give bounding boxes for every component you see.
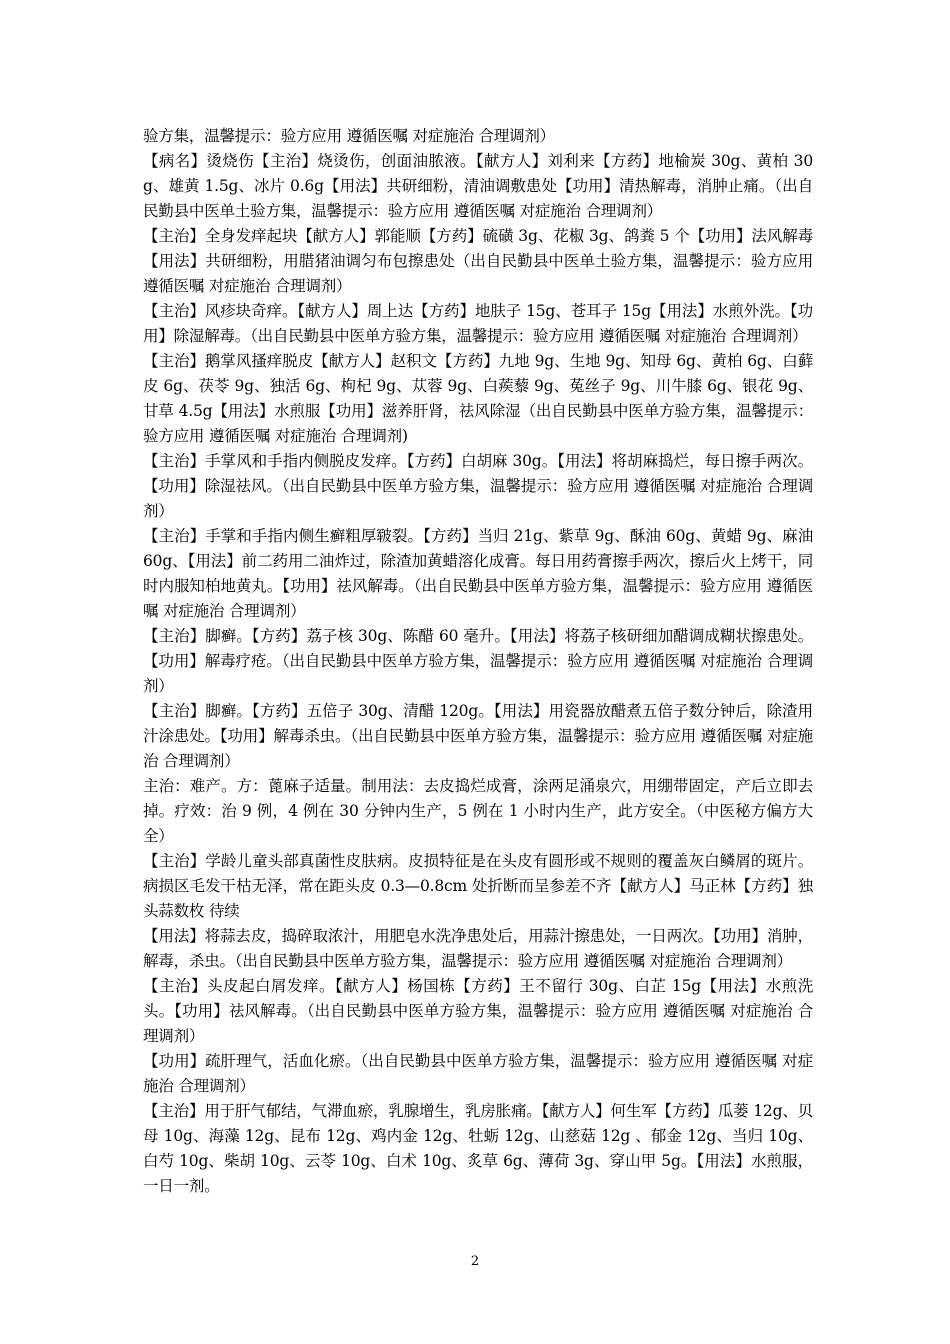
paragraph-1: 验方集，温馨提示：验方应用 遵循医嘱 对症施治 合理调剂） bbox=[143, 127, 555, 145]
paragraph-13: 【主治】头皮起白屑发痒。【献方人】杨国栋【方药】王不留行 30g、白芷 15g【用法】水煎洗头。【功用】祛风解毒。（出自民勤县中医单方验方集，温馨提示：验方应用 遵循医嘱 对症施治 合理调剂） bbox=[143, 977, 813, 1045]
paragraph-9: 【主治】脚癣。【方药】五倍子 30g、清醋 120g。【用法】用瓷器放醋煮五倍子数分钟后，除渣用汁涂患处。【功用】解毒杀虫。（出自民勤县中医单方验方集，温馨提示：验方应用 遵循医嘱 对症施治 合理调剂） bbox=[143, 702, 813, 770]
paragraph-2: 【病名】烫烧伤【主治】烧烫伤，创面油脓液。【献方人】刘利来【方药】地榆炭 30g、黄柏 30g、雄黄 1.5g、冰片 0.6g【用法】共研细粉，清油调敷患处【功用】清热解毒，消肿止痛。（出自民勤县中医单土验方集，温馨提示：验方应用 遵循医嘱 对症施治 合理调剂） bbox=[143, 152, 813, 220]
paragraph-6: 【主治】手掌风和手指内侧脱皮发痒。【方药】白胡麻 30g。【用法】将胡麻捣烂，每日擦手两次。【功用】除湿祛风。（出自民勤县中医单方验方集，温馨提示：验方应用 遵循医嘱 对症施治 合理调剂） bbox=[143, 452, 813, 520]
paragraph-8: 【主治】脚癣。【方药】荔子核 30g、陈醋 60 毫升。【用法】将荔子核研细加醋调成糊状擦患处。【功用】解毒疗疮。（出自民勤县中医单方验方集，温馨提示：验方应用 遵循医嘱 对症施治 合理调剂） bbox=[143, 627, 813, 695]
paragraph-5: 【主治】鹅掌风搔痒脱皮【献方人】赵积文【方药】九地 9g、生地 9g、知母 6g、黄柏 6g、白藓皮 6g、茯苓 9g、独活 6g、枸杞 9g、苁蓉 9g、白蒺藜 9g、菟丝子 9g、川牛膝 6g、银花 9g、甘草 4.5g【用法】水煎服【功用】滋养肝肾，祛风除湿（出自民勤县中医单方验方集，温馨提示：验方应用 遵循医嘱 对症施治 合理调剂) bbox=[143, 352, 813, 445]
paragraph-15: 【主治】用于肝气郁结，气滞血瘀，乳腺增生，乳房胀痛。【献方人】何生军【方药】瓜蒌 12g、贝母 10g、海藻 12g、昆布 12g、鸡内金 12g、牡蛎 12g、山慈菇 12g 、郁金 12g、当归 10g、白芍 10g、柴胡 10g、云苓 10g、白术 10g、炙草 6g、薄荷 3g、穿山甲 5g。【用法】水煎服，一日一剂。 bbox=[143, 1102, 813, 1195]
paragraph-11: 【主治】学龄儿童头部真菌性皮肤病。皮损特征是在头皮有圆形或不规则的覆盖灰白鳞屑的斑片。病损区毛发干枯无泽，常在距头皮 0.3—0.8cm 处折断而呈参差不齐【献方人】马正林【方药】独头蒜数枚 待续 bbox=[143, 852, 813, 920]
page-number: 2 bbox=[470, 1254, 480, 1269]
paragraph-14: 【功用】疏肝理气，活血化瘀。（出自民勤县中医单方验方集，温馨提示：验方应用 遵循医嘱 对症施治 合理调剂） bbox=[143, 1052, 813, 1095]
document-body bbox=[143, 124, 813, 1199]
paragraph-4: 【主治】风疹块奇痒。【献方人】周上达【方药】地肤子 15g、苍耳子 15g【用法】水煎外洗。【功用】除湿解毒。（出自民勤县中医单方验方集，温馨提示：验方应用 遵循医嘱 对症施治 合理调剂） bbox=[143, 302, 813, 345]
paragraph-12: 【用法】将蒜去皮，捣碎取浓汁，用肥皂水洗净患处后，用蒜汁擦患处，一日两次。【功用】消肿，解毒，杀虫。（出自民勤县中医单方验方集，温馨提示：验方应用 遵循医嘱 对症施治 合理调剂） bbox=[143, 927, 813, 970]
paragraph-3: 【主治】全身发痒起块【献方人】郭能顺【方药】硫磺 3g、花椒 3g、鸽粪 5 个【功用】法风解毒【用法】共研细粉，用腊猪油调匀布包擦患处（出自民勤县中医单土验方集，温馨提示：验方应用 遵循医嘱 对症施治 合理调剂） bbox=[143, 227, 813, 295]
paragraph-7: 【主治】手掌和手指内侧生癣粗厚皲裂。【方药】当归 21g、紫草 9g、酥油 60g、黄蜡 9g、麻油 60g、【用法】前二药用二油炸过，除渣加黄蜡溶化成膏。每日用药膏擦手两次，擦后火上烤干，同时内服知柏地黄丸。【功用】祛风解毒。（出自民勤县中医单方验方集，温馨提示：验方应用 遵循医嘱 对症施治 合理调剂） bbox=[143, 527, 813, 620]
paragraph-10: 主治：难产。方：蓖麻子适量。制用法：去皮捣烂成膏，涂两足涌泉穴，用绷带固定，产后立即去掉。疗效：治 9 例，4 例在 30 分钟内生产，5 例在 1 小时内生产，此方安全。（中医秘方偏方大全） bbox=[143, 777, 813, 845]
